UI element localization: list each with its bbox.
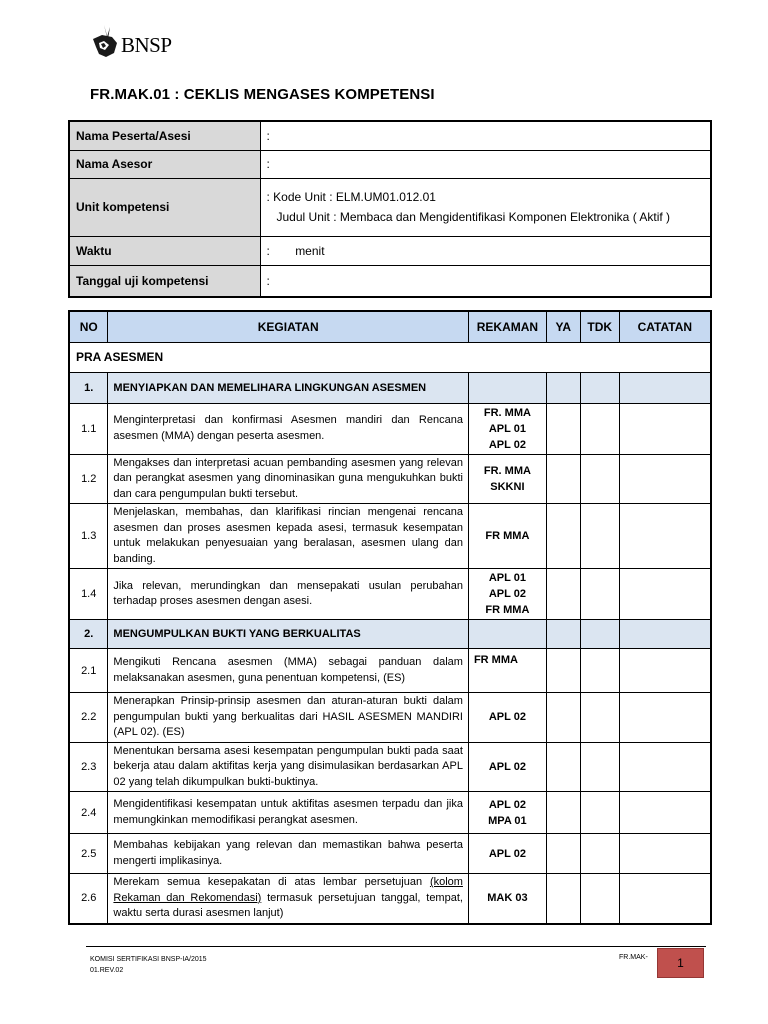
info-table	[68, 120, 712, 298]
rekaman-item: FR. MMA	[483, 464, 531, 477]
header-tdk: TDK	[580, 311, 619, 342]
row-kegiatan: Menerapkan Prinsip-prinsip asesmen dan aturan-aturan bukti dalam pengumpulan bukti yang berkualitas dari HASIL ASESMEN MANDIRI (APL 02). (ES)	[108, 693, 469, 743]
pra-asesmen-label: PRA ASESMEN	[69, 342, 711, 372]
row-kegiatan: Menjelaskan, membahas, dan klarifikasi rincian mengenai rencana asesmen dan proses asesmen kepada asesi, termasuk kesempatan untuk melakukan penyesuaian yang beralasan, asesmen ulang dan banding.	[108, 504, 469, 569]
row-rekaman	[468, 792, 546, 834]
info-label: Nama Asesor	[69, 150, 260, 178]
tdk-checkbox[interactable]	[580, 569, 619, 620]
tdk-checkbox[interactable]	[580, 504, 619, 569]
table-row	[69, 742, 711, 792]
header-rekaman: REKAMAN	[468, 311, 546, 342]
ya-checkbox[interactable]	[546, 792, 580, 834]
ya-checkbox[interactable]	[546, 874, 580, 924]
info-label: Nama Peserta/Asesi	[69, 121, 260, 150]
info-value: :	[260, 265, 711, 297]
rekaman-item: FR MMA	[485, 530, 530, 542]
row-rekaman	[468, 649, 546, 693]
row-no: 2.1	[69, 649, 108, 693]
bnsp-logo	[90, 22, 172, 62]
header-catatan: CATATAN	[619, 311, 711, 342]
table-row	[69, 454, 711, 504]
info-label: Unit kompetensi	[69, 178, 260, 236]
ya-checkbox[interactable]	[546, 454, 580, 504]
row-rekaman	[468, 569, 546, 620]
tdk-checkbox[interactable]	[580, 742, 619, 792]
row-no: 1.1	[69, 403, 108, 454]
ya-checkbox[interactable]	[546, 834, 580, 874]
row-kegiatan: Jika relevan, merundingkan dan mensepakati usulan perubahan terhadap proses asesmen dengan asesi.	[108, 569, 469, 620]
info-label: Tanggal uji kompetensi	[69, 265, 260, 297]
table-row	[69, 504, 711, 569]
ya-checkbox[interactable]	[546, 403, 580, 454]
section-tdk-cell	[580, 620, 619, 649]
page-number: 1	[657, 948, 704, 978]
row-kegiatan	[108, 874, 469, 924]
row-no: 2.6	[69, 874, 108, 924]
page-title: FR.MAK.01 : CEKLIS MENGASES KOMPETENSI	[90, 86, 435, 103]
row-rekaman	[468, 454, 546, 504]
footer-rev: 01.REV.02	[90, 967, 124, 974]
row-rekaman	[468, 874, 546, 924]
table-header	[69, 311, 711, 342]
table-row	[69, 403, 711, 454]
row-kegiatan: Mengakses dan interpretasi acuan pembanding asesmen yang relevan dan perangkat asesmen yang dinominasikan guna mengukuhkan bukti dan cara pengumpulan bukti tersebut.	[108, 454, 469, 504]
header-kegiatan: KEGIATAN	[108, 311, 469, 342]
pra-asesmen-row	[69, 342, 711, 372]
kegiatan-text: termasuk persetujuan tanggal, tempat, waktu serta durasi asesmen lanjut)	[113, 891, 463, 919]
info-row-peserta	[69, 121, 711, 150]
row-no: 2.5	[69, 834, 108, 874]
rekaman-item: SKKNI	[490, 480, 525, 493]
row-no: 1.2	[69, 454, 108, 504]
catatan-field[interactable]	[619, 792, 711, 834]
catatan-field[interactable]	[619, 569, 711, 620]
rekaman-item: FR. MMA	[483, 406, 531, 419]
footer-org: KOMISI SERTIFIKASI BNSP-IA/2015	[90, 956, 207, 963]
bnsp-emblem-icon	[90, 23, 120, 61]
section-catatan-cell	[619, 372, 711, 403]
rekaman-item: FR MMA	[485, 604, 530, 616]
row-rekaman	[468, 504, 546, 569]
waktu-unit: menit	[295, 243, 325, 258]
row-no: 1.4	[69, 569, 108, 620]
section-ya-cell	[546, 372, 580, 403]
catatan-field[interactable]	[619, 834, 711, 874]
catatan-field[interactable]	[619, 403, 711, 454]
info-label: Waktu	[69, 236, 260, 265]
header-ya: YA	[546, 311, 580, 342]
ya-checkbox[interactable]	[546, 649, 580, 693]
footer-left	[90, 954, 207, 976]
rekaman-item: APL 02	[488, 760, 526, 773]
info-row-unit	[69, 178, 711, 236]
info-value-unit	[260, 178, 711, 236]
row-kegiatan: Mengidentifikasi kesempatan untuk aktifitas asesmen terpadu dan jika memungkinkan memodifikasi perangkat asesmen.	[108, 792, 469, 834]
row-kegiatan: Menentukan bersama asesi kesempatan pengumpulan bukti pada saat bekerja atau dalam aktifitas kerja yang disimulasikan berdasarkan APL 02 yang telah dikumpulkan bukti-buktinya.	[108, 742, 469, 792]
section-rekaman-cell	[468, 620, 546, 649]
section-row	[69, 620, 711, 649]
info-colon: :	[266, 243, 270, 258]
tdk-checkbox[interactable]	[580, 693, 619, 743]
catatan-field[interactable]	[619, 649, 711, 693]
section-no: 1.	[69, 372, 108, 403]
checklist-table	[68, 310, 712, 925]
catatan-field[interactable]	[619, 742, 711, 792]
tdk-checkbox[interactable]	[580, 834, 619, 874]
rekaman-item: APL 02	[488, 847, 526, 860]
info-value: :	[260, 121, 711, 150]
row-kegiatan: Membahas kebijakan yang relevan dan memastikan bahwa peserta mengerti implikasinya.	[108, 834, 469, 874]
row-no: 2.4	[69, 792, 108, 834]
row-rekaman	[468, 403, 546, 454]
section-title: MENYIAPKAN DAN MEMELIHARA LINGKUNGAN ASESMEN	[108, 372, 469, 403]
rekaman-item: FR MMA	[473, 654, 518, 666]
info-row-asesor	[69, 150, 711, 178]
row-no: 2.2	[69, 693, 108, 743]
info-value-waktu	[260, 236, 711, 265]
section-no: 2.	[69, 620, 108, 649]
catatan-field[interactable]	[619, 454, 711, 504]
row-no: 1.3	[69, 504, 108, 569]
ya-checkbox[interactable]	[546, 504, 580, 569]
rekaman-item: APL 02	[488, 438, 526, 451]
table-row	[69, 569, 711, 620]
row-kegiatan: Menginterpretasi dan konfirmasi Asesmen mandiri dan Rencana asesmen (MMA) dengan peserta asesmen.	[108, 403, 469, 454]
rekaman-item: APL 01	[488, 422, 526, 435]
rekaman-item: APL 02	[488, 711, 526, 724]
footer-form-code: FR.MAK-	[619, 954, 648, 961]
rekaman-item: APL 02	[488, 798, 526, 811]
row-rekaman	[468, 834, 546, 874]
catatan-field[interactable]	[619, 874, 711, 924]
ya-checkbox[interactable]	[546, 742, 580, 792]
section-tdk-cell	[580, 372, 619, 403]
rekaman-item: MAK 03	[487, 892, 528, 905]
section-row	[69, 372, 711, 403]
rekaman-item: APL 01	[488, 572, 526, 584]
section-title: MENGUMPULKAN BUKTI YANG BERKUALITAS	[108, 620, 469, 649]
catatan-field[interactable]	[619, 504, 711, 569]
row-rekaman	[468, 693, 546, 743]
rekaman-item: MPA 01	[488, 814, 527, 827]
ya-checkbox[interactable]	[546, 693, 580, 743]
ya-checkbox[interactable]	[546, 569, 580, 620]
tdk-checkbox[interactable]	[580, 874, 619, 924]
row-no: 2.3	[69, 742, 108, 792]
rekaman-item: APL 02	[488, 588, 526, 600]
info-row-tanggal	[69, 265, 711, 297]
judul-unit: Judul Unit : Membaca dan Mengidentifikasi Komponen Elektronika ( Aktif )	[276, 210, 671, 224]
table-row	[69, 792, 711, 834]
table-row	[69, 874, 711, 924]
kegiatan-underlined-text: (kolom Rekaman dan Rekomendasi)	[113, 876, 463, 904]
tdk-checkbox[interactable]	[580, 403, 619, 454]
tdk-checkbox[interactable]	[580, 649, 619, 693]
info-value: :	[260, 150, 711, 178]
kegiatan-text: Merekam semua kesepakatan di atas lembar persetujuan	[113, 876, 430, 888]
section-ya-cell	[546, 620, 580, 649]
table-row	[69, 693, 711, 743]
table-row	[69, 649, 711, 693]
footer-divider	[86, 946, 706, 947]
row-kegiatan: Mengikuti Rencana asesmen (MMA) sebagai panduan dalam melaksanakan asesmen, guna penentuan kompetensi, (ES)	[108, 649, 469, 693]
row-rekaman	[468, 742, 546, 792]
kode-unit: : Kode Unit : ELM.UM01.012.01	[266, 190, 436, 204]
tdk-checkbox[interactable]	[580, 454, 619, 504]
section-rekaman-cell	[468, 372, 546, 403]
info-row-waktu	[69, 236, 711, 265]
catatan-field[interactable]	[619, 693, 711, 743]
section-catatan-cell	[619, 620, 711, 649]
tdk-checkbox[interactable]	[580, 792, 619, 834]
table-row	[69, 834, 711, 874]
logo-text: BNSP	[121, 32, 172, 57]
header-no: NO	[69, 311, 108, 342]
